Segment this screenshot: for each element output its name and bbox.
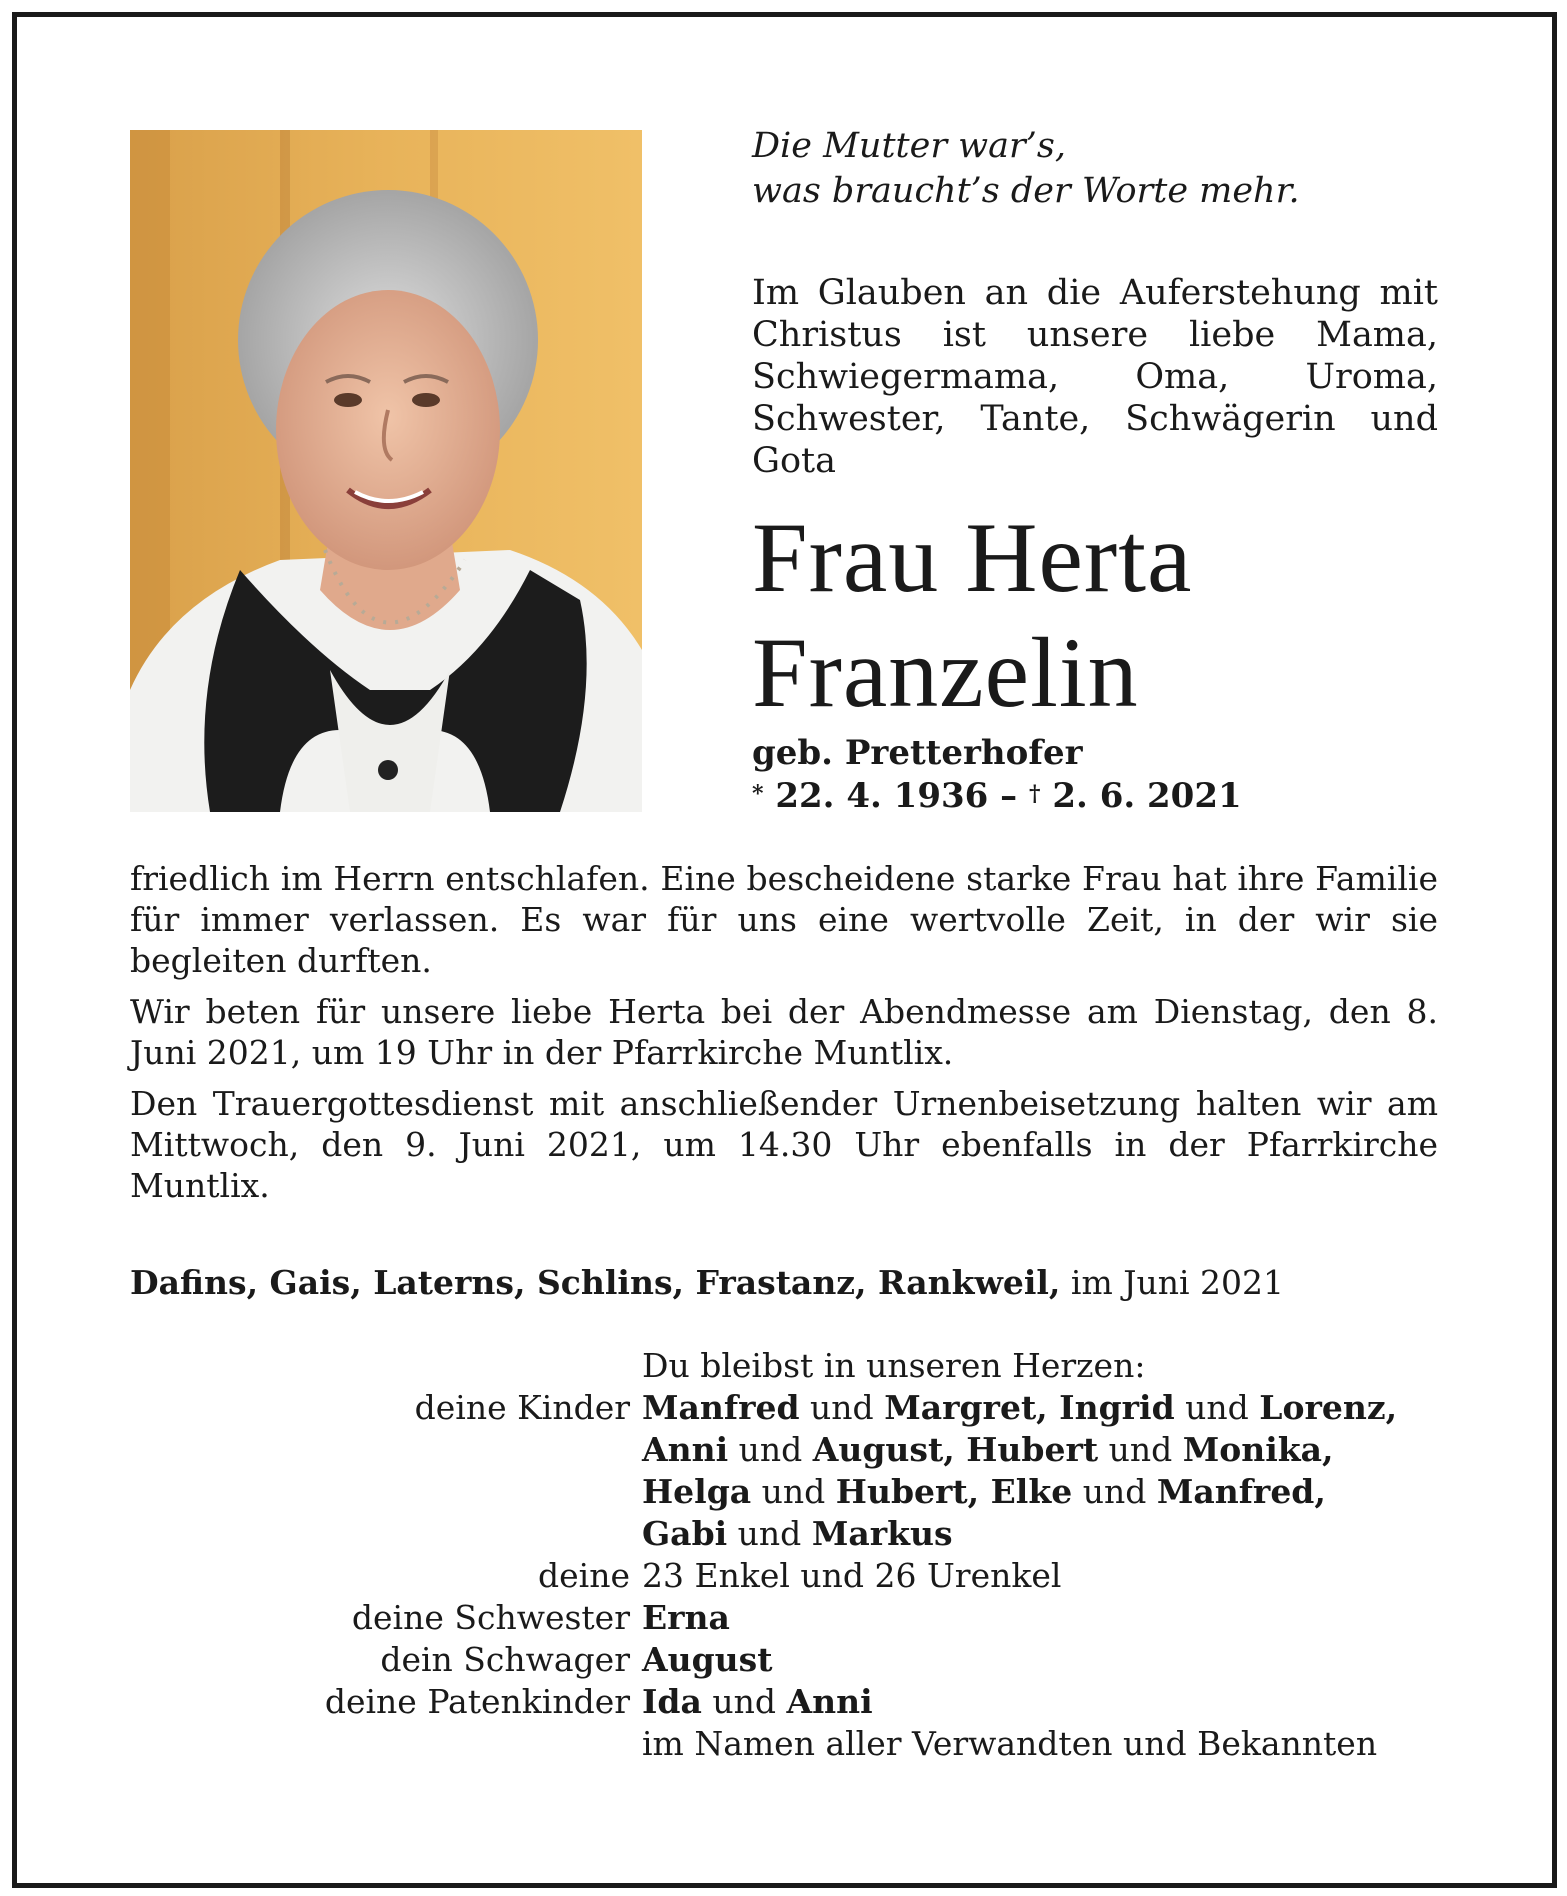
mourner-name: Gabi [642,1514,728,1553]
mourner-names [642,1723,1422,1765]
mourner-name: August [642,1640,773,1679]
motto-line-2: was braucht’s der Worte mehr. [752,171,1300,211]
mourner-connector: und [728,1430,813,1469]
mourner-relation: deine Schwester [351,1598,630,1637]
mourner-name: Manfred, [1156,1472,1326,1511]
mourner-names [642,1429,1422,1471]
deceased-name [752,500,1472,730]
mourner-row [130,1429,1450,1471]
mourner-name: Manfred [642,1388,800,1427]
mourner-row [130,1471,1450,1513]
mourner-name: Hubert, Elke [835,1472,1073,1511]
motto [752,124,1392,214]
mourner-name: Anni [642,1430,729,1469]
mourner-names [642,1471,1422,1513]
mourner-connector: im Namen aller Verwandten und Bekannten [642,1724,1378,1763]
mourner-connector: und [1072,1472,1157,1511]
birth-symbol: * [752,781,764,807]
mourner-name: Markus [811,1514,953,1553]
mourner-connector: und [1174,1388,1260,1427]
mourner-connector: 23 Enkel und 26 Urenkel [642,1556,1062,1595]
mourner-connector: und [727,1514,812,1553]
death-date: 2. 6. 2021 [1052,776,1242,816]
mourner-row [130,1639,1450,1681]
mourner-relation [130,1723,642,1765]
mourner-connector: und [701,1682,787,1721]
body-paragraph: Den Trauergottesdienst mit anschließender Urnenbeisetzung halten wir am Mittwoch, den 9. Juni 2021, um 14.30 Uhr ebenfalls in der Pfarrkirche Muntlix. [130,1084,1438,1205]
mourner-connector: und [751,1472,836,1511]
mourner-names [642,1639,1422,1681]
mourner-row [130,1555,1450,1597]
mourner-rows [130,1387,1450,1765]
intro-text: Im Glauben an die Auferstehung mit Christus ist unsere liebe Mama, Schwiegermama, Oma, Uroma, Schwester, Tante, Schwägerin und Gota [752,273,1438,481]
mourner-connector: und [799,1388,885,1427]
mourner-name: Monika, [1182,1430,1334,1469]
mourner-row [130,1513,1450,1555]
place-names: Dafins, Gais, Laterns, Schlins, Frastanz, Rankweil, [130,1263,1061,1302]
announcement-body [130,858,1438,1216]
mourner-relation: dein Schwager [380,1640,630,1679]
mourner-row [130,1723,1450,1765]
death-symbol: † [1029,781,1041,807]
mourner-relation [130,1429,642,1471]
mourner-names [642,1555,1422,1597]
mourner-relation: deine Patenkinder [324,1682,630,1721]
birth-date: 22. 4. 1936 [775,776,989,816]
mourner-relation [130,1513,642,1555]
mourner-names [642,1681,1422,1723]
maiden-name: geb. Pretterhofer [752,733,1083,773]
name-line-2: Franzelin [752,617,1139,728]
mourner-name: Lorenz, [1259,1388,1398,1427]
mourner-name: Erna [642,1598,730,1637]
mourner-name: Ida [642,1682,702,1721]
motto-line-1: Die Mutter war’s, [752,126,1066,166]
portrait-image [130,130,642,812]
mourner-names [642,1597,1422,1639]
mourner-row [130,1681,1450,1723]
body-paragraph: Wir beten für unsere liebe Herta bei der Abendmesse am Dienstag, den 8. Juni 2021, um 19 Uhr in der Pfarrkirche Muntlix. [130,992,1438,1072]
places-line [130,1262,1450,1303]
mourner-row [130,1597,1450,1639]
mourner-names [642,1387,1422,1429]
mourners-list [130,1345,1450,1765]
portrait-photo [130,130,642,812]
mourner-connector: und [1098,1430,1183,1469]
mourners-heading-row [130,1345,1450,1387]
mourner-name: Helga [642,1472,752,1511]
life-dates [752,776,1392,816]
mourner-name: August, Hubert [812,1430,1099,1469]
mourner-row [130,1387,1450,1429]
mourner-relation: deine [538,1556,630,1595]
mourner-relation [130,1471,642,1513]
mourner-name: Anni [786,1682,873,1721]
mourner-name: Margret, Ingrid [884,1388,1175,1427]
name-line-1: Frau Herta [752,502,1193,613]
mourners-heading: Du bleibst in unseren Herzen: [642,1346,1146,1385]
mourner-relation: deine Kinder [414,1388,630,1427]
body-paragraph: friedlich im Herrn entschlafen. Eine bescheidene starke Frau hat ihre Familie für immer verlassen. Es war für uns eine wertvolle Zeit, in der wir sie begleiten durften. [130,859,1438,980]
places-date: im Juni 2021 [1070,1263,1285,1302]
date-separator: – [1000,776,1018,816]
mourner-names [642,1513,1422,1555]
